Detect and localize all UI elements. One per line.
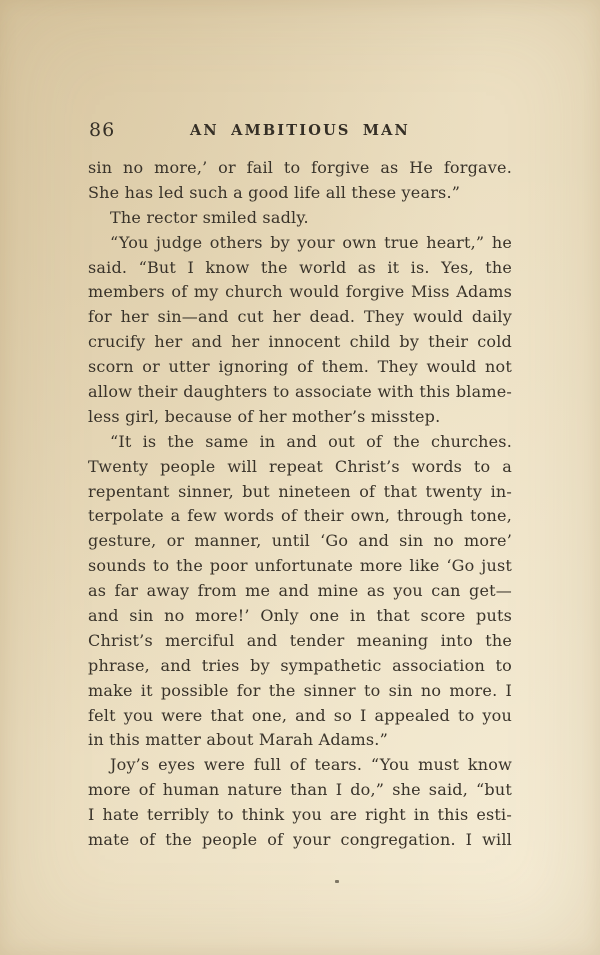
text-line: less girl, because of her mother’s misstep.: [88, 406, 441, 426]
text-line: sounds to the poor unfortunate more like ‘Go just: [88, 556, 512, 576]
page-number: 86: [89, 119, 116, 141]
text-body: [88, 156, 512, 853]
text-line: “It is the same in and out of the churches.: [110, 431, 512, 451]
text-line: gesture, or manner, until ‘Go and sin no more’: [88, 531, 512, 551]
text-line: repentant sinner, but nineteen of that twenty in-: [88, 481, 512, 501]
ink-speck: [335, 880, 339, 883]
text-line: sin no more,’ or fail to forgive as He forgave.: [88, 158, 512, 177]
text-line: and sin no more!’ Only one in that score puts: [88, 606, 512, 626]
text-line: The rector smiled sadly.: [110, 207, 309, 227]
text-line: scorn or utter ignoring of them. They would not: [88, 357, 512, 377]
text-line: allow their daughters to associate with this blame-: [88, 382, 512, 402]
text-line: Christ’s merciful and tender meaning into the: [88, 630, 512, 650]
text-line: make it possible for the sinner to sin no more. I: [88, 680, 512, 700]
text-line: crucify her and her innocent child by their cold: [88, 332, 512, 352]
text-line: for her sin—and cut her dead. They would daily: [88, 307, 512, 327]
text-line: Twenty people will repeat Christ’s words to a: [88, 456, 512, 476]
text-line: mate of the people of your congregation. I will: [88, 830, 512, 850]
text-line: members of my church would forgive Miss Adams: [88, 282, 512, 302]
text-line: phrase, and tries by sympathetic association to: [88, 655, 512, 675]
text-line: said. “But I know the world as it is. Yes, the: [88, 257, 512, 277]
text-line: She has led such a good life all these years.”: [88, 182, 461, 202]
text-line: in this matter about Marah Adams.”: [88, 730, 388, 750]
text-line: “You judge others by your own true heart,” he: [110, 232, 512, 252]
text-line: Joy’s eyes were full of tears. “You must know: [110, 755, 512, 775]
text-line: terpolate a few words of their own, through tone,: [88, 506, 512, 526]
running-head: AN AMBITIOUS MAN: [189, 122, 410, 139]
text-line: felt you were that one, and so I appealed to you: [88, 705, 512, 725]
text-line: as far away from me and mine as you can get—: [88, 581, 512, 601]
text-line: more of human nature than I do,” she said, “but: [88, 780, 512, 800]
text-line: I hate terribly to think you are right in this esti-: [88, 805, 512, 825]
